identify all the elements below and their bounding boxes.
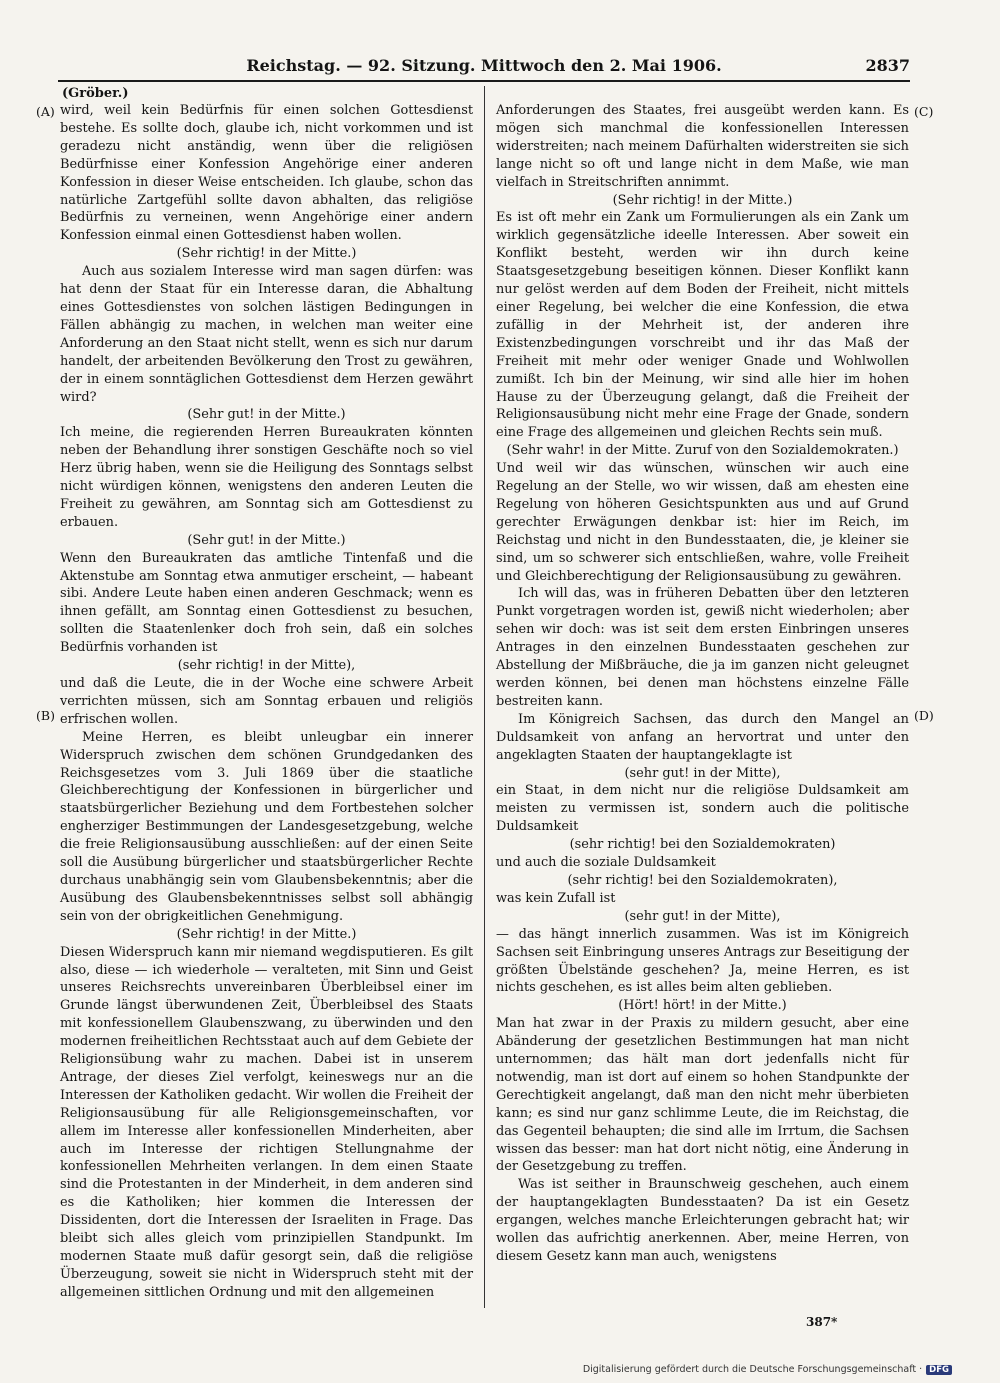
digitization-credit [583,1364,952,1375]
left-column [60,102,473,1302]
page-number: 2837 [865,56,910,75]
interjection: (sehr richtig! bei den Sozialdemokraten) [569,837,836,853]
speech-paragraph: Ich meine, die regierenden Herren Bureaukraten könnten neben der Behandlung ihrer sonstigen Geschäfte noch so viel Herz übrig haben, wenn sie die Heiligung des Sonntags selbst nicht würdigen können, wenigstens den anderen Leuten die Freiheit zu gewähren, am Sonntag sich am Gottesdienst zu erbauen. [60,425,473,530]
interjection: (sehr richtig! in der Mitte), [177,658,356,674]
margin-marker-d: (D) [914,708,934,723]
speech-paragraph: Auch aus sozialem Interesse wird man sagen dürfen: was hat denn der Staat für ein Interesse daran, die Abhaltung eines Gottesdienstes von solchen lästigen Bedingungen in Fällen abhängig zu machen, in welchen man weiter eine Anforderung an den Staat nicht stellt, wenn es sich nur darum handelt, der arbeitenden Bevölkerung den Trost zu gewähren, der in einem sonntäglichen Gottesdienst dem Herzen gewährt wird? [60,264,473,405]
margin-marker-c: (C) [914,104,934,119]
interjection: (sehr richtig! bei den Sozialdemokraten), [567,872,838,888]
printer-signature: 387* [806,1315,838,1329]
speech-paragraph: — das hängt innerlich zusammen. Was ist im Königreich Sachsen seit Einbringung unseres Antrags zur Beseitigung der größten Übelstände geschehen? Ja, meine Herren, es ist nichts geschehen, es ist alles beim alten geblieben. [496,926,909,996]
speech-paragraph: wird, weil kein Bedürfnis für einen solchen Gottesdienst bestehe. Es sollte doch, glaube ich, nicht vorkommen und ist geradezu nicht anständig, wenn über die religiösen Bedürfnisse einer Konfession Angehörige einer anderen Konfession in dieser Weise entscheiden. Ich glaube, schon das natürliche Zartgefühl sollte davon abhalten, das religiöse Bedürfnis zu verneinen, wenn Angehörige einer andern Konfession einmal einen Gottesdienst haben wollen. [60,103,473,244]
speech-paragraph: und auch die soziale Duldsamkeit [496,855,716,871]
margin-marker-b: (B) [36,708,55,723]
right-column [496,102,909,1266]
speech-paragraph: ein Staat, in dem nicht nur die religiöse Duldsamkeit am meisten zu vermissen ist, sondern auch die politische Duldsamkeit [496,783,909,835]
credit-text: Digitalisierung gefördert durch die Deutsche Forschungsgemeinschaft · [582,1364,923,1375]
column-divider [484,86,485,1308]
interjection: (Sehr gut! in der Mitte.) [187,532,346,548]
interjection: (Sehr richtig! in der Mitte.) [176,926,357,942]
interjection: (Hört! hört! in der Mitte.) [618,998,787,1014]
speech-paragraph: Man hat zwar in der Praxis zu mildern gesucht, aber eine Abänderung der gesetzlichen Bestimmungen hat man nicht unternommen; das hält man dort jedenfalls nicht für notwendig, man ist dort auf einem so hohen Standpunkte der Gerechtigkeit angelangt, daß man den nicht mehr überbieten kann; es sind nur ganz schlimme Leute, die im Reichstag, die das Gegenteil behaupten; die sind alle im Irrtum, die Sachsen wissen das besser: man hat dort nicht nötig, eine Änderung in der Gesetzgebung zu treffen. [496,1016,909,1175]
speech-paragraph: Und weil wir das wünschen, wünschen wir auch eine Regelung an der Stelle, wo wir wissen, daß am ehesten eine Regelung von höheren Gesichtspunkten aus und auf Grund gerechter Erwägungen denkbar ist: hier im Reich, im Reichstag und nicht in den Bundesstaaten, die, je kleiner sie sind, um so schwerer sich entschließen, wahre, volle Freiheit und Gleichberechtigung der Religionsausübung zu gewähren. [496,461,909,584]
speech-paragraph: Anforderungen des Staates, frei ausgeübt werden kann. Es mögen sich manchmal die konfessionellen Interessen widerstreiten; nach meinem Dafürhalten widerstreiten sie sich lange nicht so oft und lange nicht in dem Maße, wie man vielfach in Streitschriften annimmt. [496,103,909,190]
running-title: Reichstag. — 92. Sitzung. Mittwoch den 2. Mai 1906. [246,56,722,75]
interjection: (Sehr richtig! in der Mitte.) [612,192,793,208]
speech-paragraph: was kein Zufall ist [496,890,616,906]
speech-paragraph: Es ist oft mehr ein Zank um Formulierungen als ein Zank um wirklich gegensätzliche ideelle Interessen. Aber soweit ein Konflikt besteht, werden wir ihn durch keine Staatsgesetzgebung beseitigen können. Dieser Konflikt kann nur gelöst werden auf dem Boden der Freiheit, nicht mittels einer Regelung, bei welcher die eine Konfession, die etwa zufällig in der Mehrheit ist, der anderen ihre Existenzbedingungen vorschreibt und ihr das Maß der Freiheit mit mehr oder weniger Gnade und Wohlwollen zumißt. Ich bin der Meinung, wir sind alle hier im hohen Hause zu der Überzeugung gelangt, daß die Freiheit der Religionsausübung nicht mehr eine Frage der Gnade, sondern eine Frage des allgemeinen und gleichen Rechts sein muß. [496,210,909,441]
interjection: (Sehr wahr! in der Mitte. Zuruf von den Sozialdemokraten.) [506,443,899,459]
interjection: (sehr gut! in der Mitte), [624,908,781,924]
page-header [58,56,910,78]
interjection: (Sehr gut! in der Mitte.) [187,407,346,423]
speech-paragraph: und daß die Leute, die in der Woche eine schwere Arbeit verrichten müssen, sich am Sonntag erbauen und religiös erfrischen wollen. [60,676,473,727]
speech-paragraph: Meine Herren, es bleibt unleugbar ein innerer Widerspruch zwischen dem schönen Grundgedanken des Reichsgesetzes vom 3. Juli 1869 über die staatliche Gleichberechtigung der Konfessionen in bürgerlicher und staatsbürgerlicher Beziehung und dem Fortbestehen solcher engherziger Bestimmungen der Landesgesetzgebung, welche die freie Religionsausübung ausschließen: auf der einen Seite soll die Ausübung bürgerlicher und staatsbürgerlicher Rechte durchaus unabhängig sein vom Glaubensbekenntnis; aber die Ausübung des Glaubensbekenntnisses selbst soll abhängig sein von der obrigkeitlichen Genehmigung. [60,729,473,924]
speech-paragraph: Diesen Widerspruch kann mir niemand wegdisputieren. Es gilt also, diese — ich wiederhole — veralteten, mit Sinn und Geist unseres Reichsrechts unvereinbaren Überbleibsel einer im Grunde längst überwundenen Zeit, Überbleibsel des Staats mit konfessionellem Glaubenszwang, zu überwinden und den modernen freiheitlichen Rechtsstaat auch auf dem Gebiete der Religionsübung wahr zu machen. Dabei ist in unserem Antrage, der dieses Ziel verfolgt, keineswegs nur an die Interessen der Katholiken gedacht. Wir wollen die Freiheit der Religionsausübung für alle Religionsgemeinschaften, vor allem im Interesse aller konfessionellen Minderheiten, aber auch im Interesse der richtigen Stellungnahme der konfessionellen Mehrheiten verlangen. In dem einen Staate sind die Protestanten in der Minderheit, in dem anderen sind es die Katholiken; hier kommen die Interessen der Dissidenten, dort die Interessen der Israeliten in Frage. Das bleibt sich alles gleich vom prinzipiellen Standpunkt. Im modernen Staate muß dafür gesorgt sein, daß die religiöse Überzeugung, soweit sie nicht in Widerspruch steht mit der allgemeinen sittlichen Ordnung und mit den allgemeinen [60,944,473,1300]
dfg-logo: DFG [926,1365,952,1375]
speech-paragraph: Wenn den Bureaukraten das amtliche Tintenfaß und die Aktenstube am Sonntag etwa anmutiger erscheint, — habeant sibi. Andere Leute haben einen anderen Geschmack; wenn es ihnen gefällt, am Sonntag einen Gottesdienst zu besuchen, sollten die Staatenlenker doch froh sein, daß ein solches Bedürfnis vorhanden ist [60,550,473,656]
header-rule [58,80,910,82]
speaker-name: (Gröber.) [62,86,129,101]
margin-marker-a: (A) [36,104,55,119]
speech-paragraph: Ich will das, was in früheren Debatten über den letzteren Punkt vorgetragen worden ist, gewiß nicht wiederholen; aber sehen wir doch: was ist seit dem ersten Einbringen unseres Antrages in den einzelnen Bundesstaaten geschehen zur Abstellung der Mißbräuche, die ja im ganzen nicht geleugnet werden können, bei denen man höchstens einzelne Fälle bestreiten kann. [496,586,909,709]
interjection: (Sehr richtig! in der Mitte.) [176,246,357,262]
interjection: (sehr gut! in der Mitte), [624,765,781,781]
speech-paragraph: Was ist seither in Braunschweig geschehen, auch einem der hauptangeklagten Bundesstaaten? Da ist ein Gesetz ergangen, welches manche Erleichterungen gebracht hat; wir wollen das aufrichtig anerkennen. Aber, meine Herren, von diesem Gesetz kann man auch, wenigstens [496,1177,909,1264]
speech-paragraph: Im Königreich Sachsen, das durch den Mangel an Duldsamkeit von anfang an hervortrat und unter den angeklagten Staaten der hauptangeklagte ist [496,711,909,763]
